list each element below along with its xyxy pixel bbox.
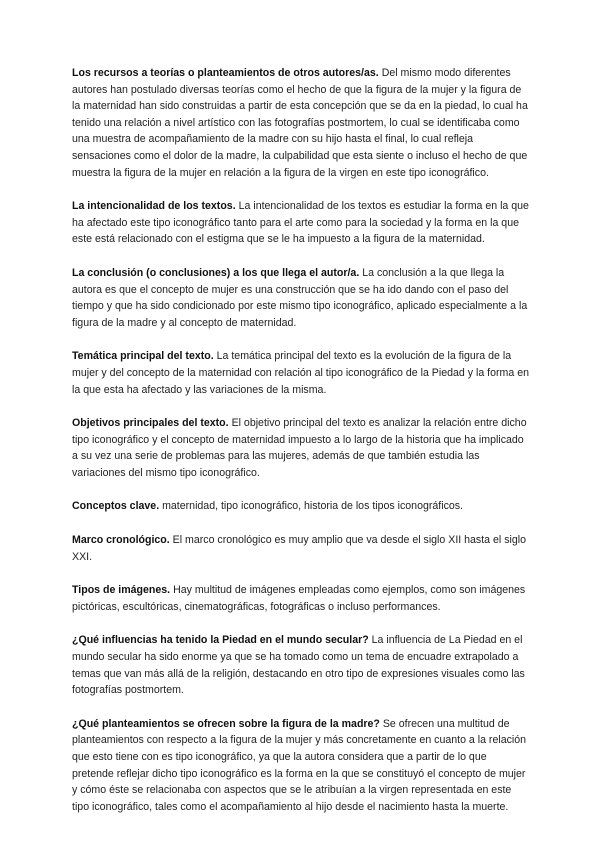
paragraph-text: La conclusión a la que llega la autora es que el concepto de mujer es una construcción que se ha ido dando con el paso del tiempo y que ha sido condicionado por este mismo tipo iconográfico, aplicado especialmente a la figura de la madre y al concepto de maternidad. [72, 266, 528, 329]
paragraph-planteamientos [72, 716, 530, 816]
paragraph-influencias [72, 632, 530, 698]
paragraph-text: Se ofrecen una multitud de planteamientos con respecto a la figura de la mujer y más concretamente en cuanto a la relación que esto tiene con es tipo iconográfico, ya que la autora considera que a partir de lo que pretende reflejar dicho tipo iconográfico es la forma en la que se constituyó el concepto de mujer y cómo éste se relacionaba con aspectos que se le atribuían a la virgen representada en este tipo iconográfico, tales como el acompañamiento al hijo desde el nacimiento hasta la muerte. [72, 717, 527, 813]
paragraph-heading: Marco cronológico. [72, 534, 170, 547]
paragraph-text: La temática principal del texto es la evolución de la figura de la mujer y del concepto de la maternidad con relación al tipo iconográfico de la Piedad y la forma en la que esta ha afectado y las variaciones de la misma. [72, 350, 529, 396]
paragraph-heading: Tipos de imágenes. [72, 584, 171, 597]
paragraph-text: La influencia de La Piedad en el mundo secular ha sido enorme ya que se ha tomado como un tema de encuadre extrapolado a temas que van más allá de la religión, destacando en otro tipo de expresiones visuales como las fotografías postmortem. [72, 634, 525, 697]
paragraph-text: El marco cronológico es muy amplio que va desde el siglo XII hasta el siglo XXI. [72, 534, 526, 563]
paragraph-tipos [72, 582, 530, 615]
paragraph-heading: La intencionalidad de los textos. [72, 200, 236, 213]
paragraph-objetivos [72, 415, 530, 481]
paragraph-heading: ¿Qué planteamientos se ofrecen sobre la figura de la madre? [72, 717, 380, 730]
paragraph-heading: Objetivos principales del texto. [72, 417, 229, 430]
paragraph-heading: ¿Qué influencias ha tenido la Piedad en el mundo secular? [72, 634, 369, 647]
paragraph-conceptos [72, 498, 530, 515]
paragraph-intencionalidad [72, 198, 530, 248]
paragraph-text: El objetivo principal del texto es analizar la relación entre dicho tipo iconográfico y el concepto de maternidad impuesto a lo largo de la historia que ha implicado a su vez una serie de problemas para las mujeres, además de que también estudia las variaciones del mismo tipo iconográfico. [72, 417, 527, 479]
paragraph-tematica [72, 348, 530, 398]
paragraph-text: La intencionalidad de los textos es estudiar la forma en la que ha afectado este tipo iconográfico tanto para el arte como para la sociedad y la forma en la que este está relacionado con el estigma que se le ha impuesto a la figura de la maternidad. [72, 200, 529, 246]
paragraph-recursos [72, 65, 530, 181]
paragraph-text: Del mismo modo diferentes autores han postulado diversas teorías como el hecho de que la figura de la mujer y la figura de la maternidad han sido construidas a partir de esta concepción que se da en la piedad, lo cual ha tenido una relación a nivel artístico con las fotografías postmortem, lo cual se identificaba como una muestra de acompañamiento de la madre con su hijo hasta el final, lo cual refleja sensaciones como el dolor de la madre, la culpabilidad que esta siente o incluso el hecho de que muestra la figura de la mujer en relación a la figura de la virgen en este tipo iconográfico. [72, 67, 528, 179]
paragraph-text: Hay multitud de imágenes empleadas como ejemplos, como son imágenes pictóricas, escultóricas, cinematográficas, fotográficas o incluso performances. [72, 584, 526, 613]
paragraph-conclusion [72, 265, 530, 331]
paragraph-heading: Conceptos clave. [72, 500, 160, 513]
paragraph-text: maternidad, tipo iconográfico, historia de los tipos iconográficos. [162, 500, 464, 513]
paragraph-heading: Temática principal del texto. [72, 350, 214, 363]
document-page [72, 65, 530, 832]
paragraph-heading: La conclusión (o conclusiones) a los que llega el autor/a. [72, 266, 360, 279]
paragraph-marco [72, 532, 530, 565]
paragraph-heading: Los recursos a teorías o planteamientos de otros autores/as. [72, 67, 379, 79]
